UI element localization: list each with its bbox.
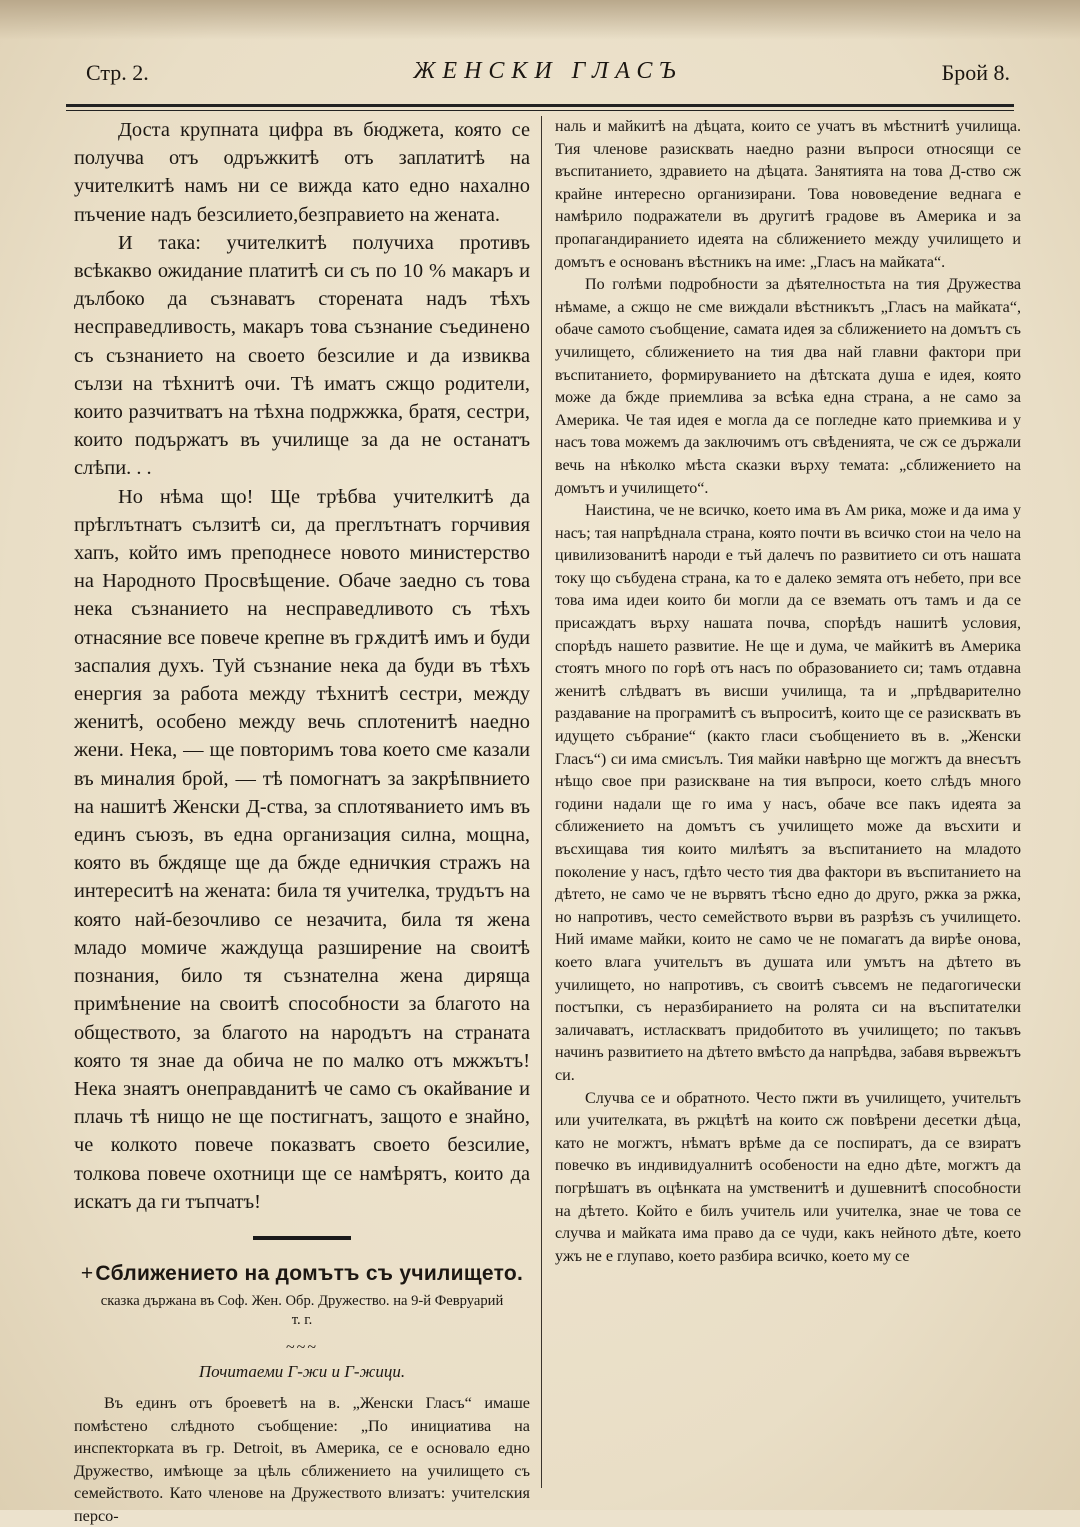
paragraph: По голѣми подробности за дѣятелностьта на тия Дружества нѣмаме, а сжщо не сме виждали вѣстникътъ „Гласъ на майката“, обаче самото съобщение, самата идея за сближението на домътъ съ училището, сближението на тия два най главни фактори при въспитанието, формируванието на дѣтската душа е идея, която може да бжде приемлива за всѣка една страна, а не само за Америка. Че тая идея е могла да се погледне като приемкива и у насъ това можемъ да заключимъ отъ свѣденията, че сж се държали вечь на нѣколко мѣста сказки върху темата: „сближението на домътъ и училището“. [555,276,1021,497]
section-separator [253,1236,351,1240]
newspaper-title: ЖЕНСКИ ГЛАСЪ [413,58,683,84]
article-text-continued [555,116,1021,1268]
page-header [86,58,1010,94]
right-column [555,116,1021,1488]
column-divider [541,116,542,1488]
ornament: ~~~ [286,1338,318,1356]
paragraph: Случва се и обратното. Често пжти въ училището, учительтъ или учителката, въ ржцѣтѣ на които сж повѣрени десетки дѣца, като не могжтъ, нѣматъ врѣме да се поспиратъ, да се взиратъ повечко въ индивидуалнитѣ особености на едно дѣте, могжтъ да погрѣшатъ въ оцѣнката на умственитѣ и душевнитѣ способности на дѣтето. Който е билъ учитель или учителка, знае че това се случва и майката има право да се чуди, какъ нейното дѣте, което ужъ не е глупаво, което разбира всичко, което му се [555,1089,1021,1265]
article-text [74,1392,530,1527]
paragraph: наль и майкитѣ на дѣцата, които се учатъ въ мѣстнитѣ училища. Тия членове разисквать наедно разни въпроси относящи се въспитанието, здравието на дѣцата. Занятията на това Д-ство сж крайне интересно организирани. Това нововедение веднага е намѣрило подражатели въ другитѣ градове въ Америка и за пропагандиранието идеята на сближението между училището и домътъ е основанъ вѣстникъ на име: „Гласъ на майката“. [555,118,1021,271]
paragraph: Доста крупната цифра въ бюджета, която се получва отъ одръжкитѣ отъ заплатитѣ на учителкитѣ намъ ни се вижда като едно нахално пъчение надъ безсилието,безправието на жената. [74,119,530,226]
paragraph: Въ единъ отъ броеветѣ на в. „Женски Гласъ“ имаше помѣстено слѣдното съобщение: „По инициатива на инспекторката въ гр. Detroit, въ Америка, се е основало едно Дружество, имѣюще за цѣль сближението на училището съ семейството. Като членове на Дружеството влизатъ: учителския персо- [74,1393,530,1525]
salutation: Почитаеми Г-жи и Г-жици. [198,1361,406,1381]
page-top-edge [0,0,1080,40]
page-number: Стр. 2. [86,60,149,85]
header-rule [66,104,1014,111]
editorial-text [74,116,530,1216]
paragraph: Наистина, че не всичко, което има въ Ам рика, може и да има у насъ; тая напрѣднала страна, която почти въ всичко стои на чело на цивилизованитѣ народи е тъй далечъ по развитието си отъ нашата току що събудена страна, ка то е далеко земята отъ небето, при все това има идеи които би могли да се вземать отъ тамъ и да се присаждатъ върху нашата почва, спорѣдъ нашитѣ условия, спорѣдъ нашето развитие. Не ще и дума, че майкитѣ въ Америка стоятъ много по горѣ отъ насъ по образованието си; тамъ отдавна женитѣ слѣдватъ въ висши училища, та и „прѣдварително раздавание на програмитѣ съ въпроситѣ, които ще се разисквать въ идущето събрание“ (както гласи съобщението въ в. „Женски Гласъ“) си има смисълъ. Тия майки навѣрно ще могжтъ да внесътъ нѣщо свое при разискване на тия въпроси, което слѣдъ много години надали ще го има у насъ, обаче все пакъ идеята за сближението на домътъ съ училището може да въсхити и въсхищава тия които милѣятъ за въспитанието на младото поколение у насъ, гдѣто често тия два фактори въ въспитанието на дѣтето, не само че не вървятъ тѣсно едно до друго, ржка за ржка, но напротивъ, често семейството върви въ разрѣзъ съ училището. Ний имаме майки, които не само че не помагатъ да вирѣе онова, което влага учительтъ въ душата или умътъ на дѣтето въ училището, но напротивъ, съ своитѣ съвсемъ не педагогически постъпки, съ неразбиранието на ролята си на въспитателки заличаватъ, истласкватъ придобитото въ училището; по такъвъ начинъ развитието на дѣтето вмѣсто да напрѣдва, забавя вървежътъ си. [555,502,1021,1084]
article-mark: + [80,1261,94,1285]
article-title-text: Сближението на домътъ съ училището. [95,1261,524,1285]
article-subtitle: сказка държана въ Соф. Жен. Обр. Дружество. на 9-й Февруарий т. г. [100,1292,504,1328]
issue-number: Брой 8. [941,60,1010,85]
paragraph: Но нѣма що! Ще трѣбва учителкитѣ да прѣглътнатъ сълзитѣ си, да преглътнатъ горчивия хапъ, който имъ преподнесе новото министерство на Народното Просвѣщение. Обаче заедно съ това нека съзнанието на несправедливото съ тѣхъ отнасяние все повече крепне въ грѫдитѣ имъ и буди заспалия духъ. Туй съзнание нека да буди въ тѣхъ енергия за работа между тѣхнитѣ сестри, между женитѣ, особено между вечь сплотенитѣ наедно жени. Нека, — ще повторимъ това което сме казали въ миналия брой, — тѣ помогнатъ за закрѣпвнието на нашитѣ Женски Д-ства, за сплотяванието имъ въ единъ съюзъ, въ една организация силна, мощна, която въ бждяще ще да бжде едничкия стражъ на интереситѣ на жената: била тя учителка, трудътъ на която най-безочливо се незачита, била тя жена младо момиче жаждуща разширение на своитѣ познания, било тя съзнателна жена диряща примѣнение на своитѣ способности за благото на обществото, за благото на народътъ на страната която тя знае да обича не по малко отъ мжжътъ! Нека знаятъ онеправданитѣ че само съ окайвание и плачь тѣ нищо не ще постигнатъ, защото е знайно, че колкото повече показватъ своето безсилие, толкова повече охотници ще се намѣрятъ, които да искатъ да ги тъпчатъ! [74,485,530,1213]
article-title [74,1262,530,1286]
left-column [74,116,530,1525]
paragraph: И така: учителкитѣ получиха противъ всѣкакво ожидание платитѣ си съ по 10 % макаръ и дълбоко да съзнаватъ сторената надъ тѣхъ несправедливость, макаръ това съзнание съединено съ съзнанието на своето безсилие и да извиква сълзи на тѣхнитѣ очи. Тѣ иматъ сжщо родители, които разчитватъ на тѣхна подржжка, братя, сестри, които подържатъ въ училище за да не останатъ слѣпи. . . [74,231,530,480]
